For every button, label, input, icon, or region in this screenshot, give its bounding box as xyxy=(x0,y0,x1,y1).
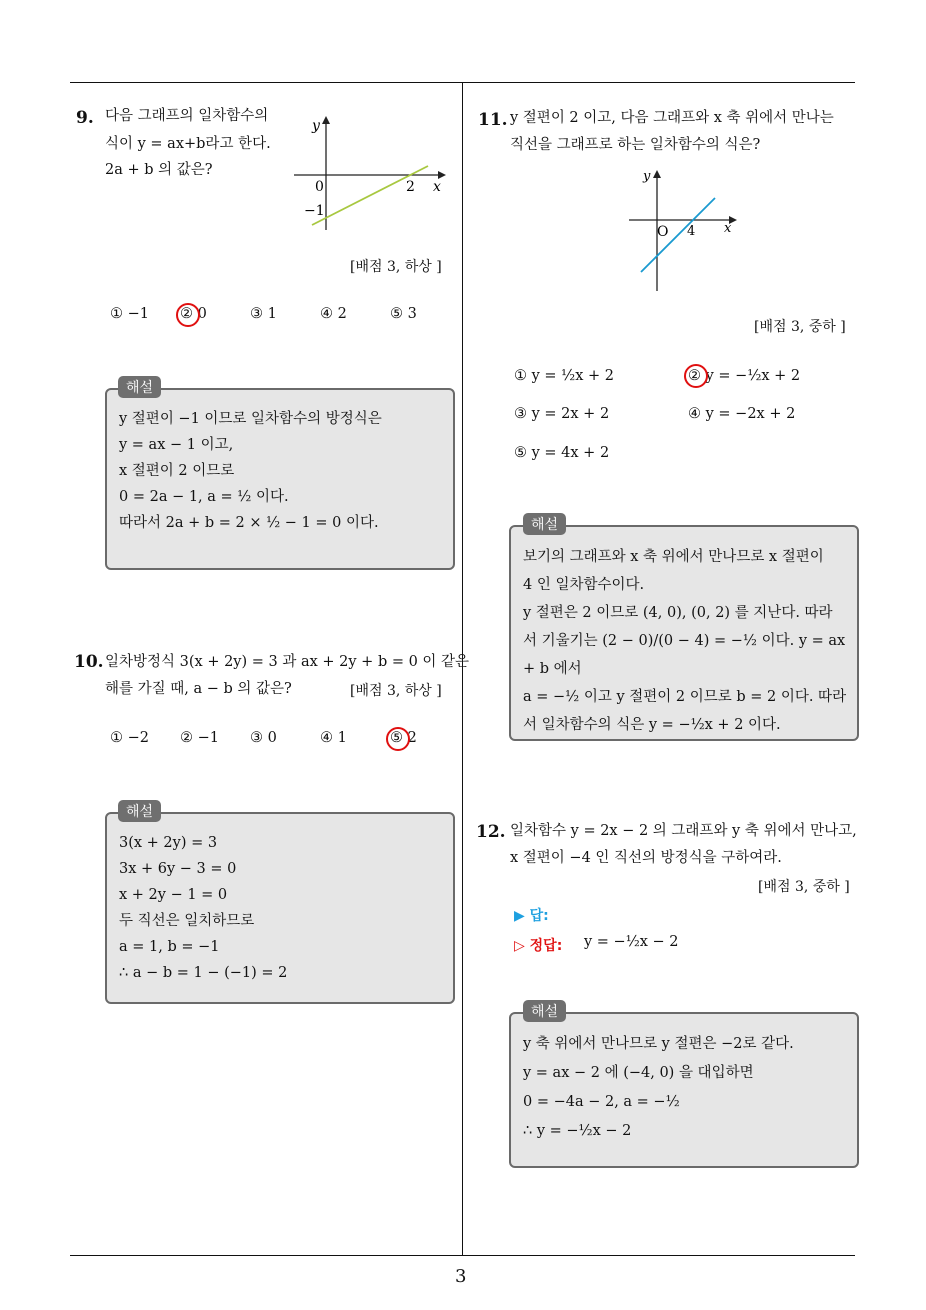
q9-line-3: 2a + b 의 값은? xyxy=(105,162,213,178)
page-number: 3 xyxy=(455,1266,467,1287)
q11-line-2: 직선을 그래프로 하는 일차함수의 식은? xyxy=(510,137,761,153)
q10-explain-line: 3(x + 2y) = 3 xyxy=(119,835,218,851)
q11-explain-box xyxy=(509,525,859,741)
q10-answer-circle xyxy=(386,727,410,751)
q11-x-tick: 4 xyxy=(687,224,696,239)
q12-number: 12. xyxy=(476,822,506,842)
q9-explain-tag: 해설 xyxy=(118,376,161,398)
q9-graph xyxy=(290,110,450,240)
q10-explain-line: x + 2y − 1 = 0 xyxy=(119,887,228,903)
q12-score: [배점 3, 중하 ] xyxy=(758,879,850,895)
q9-origin-label: 0 xyxy=(315,179,324,195)
q9-choice-5[interactable]: ⑤ 3 xyxy=(390,306,417,322)
q10-choice-5[interactable]: ⑤ 2 xyxy=(390,730,417,746)
q12-correct-value: y = −½x − 2 xyxy=(584,934,679,950)
q11-number: 11. xyxy=(478,110,508,130)
q9-explain-line: y = ax − 1 이고, xyxy=(119,437,234,453)
q10-explain-box xyxy=(105,812,455,1004)
q11-y-axis-label: y xyxy=(643,169,651,184)
q11-explain-tag: 해설 xyxy=(523,513,566,535)
q11-choice-1[interactable]: ① y = ½x + 2 xyxy=(514,368,614,384)
q12-explain-line: y = ax − 2 에 (−4, 0) 을 대입하면 xyxy=(523,1065,754,1081)
q12-explain-tag: 해설 xyxy=(523,1000,566,1022)
q9-choice-4[interactable]: ④ 2 xyxy=(320,306,347,322)
q11-explain-line: 보기의 그래프와 x 축 위에서 만나므로 x 절편이 xyxy=(523,549,824,565)
q12-explain-line: ∴ y = −½x − 2 xyxy=(523,1123,632,1139)
q9-y-tick: −1 xyxy=(304,203,325,219)
q10-explain-tag: 해설 xyxy=(118,800,161,822)
q11-line-1: y 절편이 2 이고, 다음 그래프와 x 축 위에서 만나는 xyxy=(510,110,834,126)
q11-explain-line: 서 일차함수의 식은 y = −½x + 2 이다. xyxy=(523,717,781,733)
q11-explain-line: a = −½ 이고 y 절편이 2 이므로 b = 2 이다. 따라 xyxy=(523,689,847,705)
q10-choice-1[interactable]: ① −2 xyxy=(110,730,149,746)
q10-explain-line: 두 직선은 일치하므로 xyxy=(119,913,255,929)
q11-origin-label: O xyxy=(657,224,669,240)
q9-number: 9. xyxy=(76,108,94,128)
q12-explain-box xyxy=(509,1012,859,1168)
q12-explain-line: 0 = −4a − 2, a = −½ xyxy=(523,1094,680,1110)
q12-correct-label: ▷ 정답: xyxy=(514,938,563,954)
q10-choice-2[interactable]: ② −1 xyxy=(180,730,219,746)
q12-explain-line: y 축 위에서 만나므로 y 절편은 −2로 같다. xyxy=(523,1036,794,1052)
q10-line-2: 해를 가질 때, a − b 의 값은? xyxy=(105,681,292,697)
q11-choice-2[interactable]: ② y = −½x + 2 xyxy=(688,368,801,384)
q11-choice-4[interactable]: ④ y = −2x + 2 xyxy=(688,406,796,422)
q11-function-line xyxy=(641,198,715,272)
q10-choice-4[interactable]: ④ 1 xyxy=(320,730,347,746)
q9-explain-line: 0 = 2a − 1, a = ½ 이다. xyxy=(119,489,289,505)
q11-choice-5[interactable]: ⑤ y = 4x + 2 xyxy=(514,445,610,461)
q9-line-2: 식이 y = ax+b라고 한다. xyxy=(105,136,271,152)
q11-explain-line: 서 기울기는 (2 − 0)/(0 − 4) = −½ 이다. y = ax + b 에서 xyxy=(523,633,846,677)
q9-x-tick: 2 xyxy=(406,179,415,195)
q12-answer-label: ▶ 답: xyxy=(514,908,549,924)
q9-explain-box xyxy=(105,388,455,570)
q10-number: 10. xyxy=(74,652,104,672)
q11-answer-circle xyxy=(684,364,708,388)
q10-score: [배점 3, 하상 ] xyxy=(350,683,442,699)
q9-x-axis-label: x xyxy=(433,179,441,195)
q9-y-axis-label: y xyxy=(312,118,320,134)
q11-score: [배점 3, 중하 ] xyxy=(754,319,846,335)
q11-explain-line: 4 인 일차함수이다. xyxy=(523,577,645,593)
q9-choice-1[interactable]: ① −1 xyxy=(110,306,149,322)
q9-choice-2[interactable]: ② 0 xyxy=(180,306,207,322)
q11-explain-line: y 절편은 2 이므로 (4, 0), (0, 2) 를 지난다. 따라 xyxy=(523,605,833,621)
q9-explain-line: 따라서 2a + b = 2 × ½ − 1 = 0 이다. xyxy=(119,515,379,531)
q9-explain-line: y 절편이 −1 이므로 일차함수의 방정식은 xyxy=(119,411,382,427)
q11-x-axis-label: x xyxy=(724,221,732,236)
q9-choice-3[interactable]: ③ 1 xyxy=(250,306,277,322)
q9-answer-circle xyxy=(176,303,200,327)
q10-explain-line: ∴ a − b = 1 − (−1) = 2 xyxy=(119,965,288,981)
q11-choice-3[interactable]: ③ y = 2x + 2 xyxy=(514,406,610,422)
q10-choice-3[interactable]: ③ 0 xyxy=(250,730,277,746)
q10-line-1: 일차방정식 3(x + 2y) = 3 과 ax + 2y + b = 0 이 같은 xyxy=(105,654,470,670)
q9-line-1: 다음 그래프의 일차함수의 xyxy=(105,108,269,124)
q11-graph xyxy=(625,166,745,296)
q12-line-1: 일차함수 y = 2x − 2 의 그래프와 y 축 위에서 만나고, xyxy=(510,823,857,839)
q12-line-2: x 절편이 −4 인 직선의 방정식을 구하여라. xyxy=(510,850,782,866)
q9-score: [배점 3, 하상 ] xyxy=(350,259,442,275)
q10-explain-line: a = 1, b = −1 xyxy=(119,939,220,955)
q9-explain-line: x 절편이 2 이므로 xyxy=(119,463,235,479)
q10-explain-line: 3x + 6y − 3 = 0 xyxy=(119,861,237,877)
